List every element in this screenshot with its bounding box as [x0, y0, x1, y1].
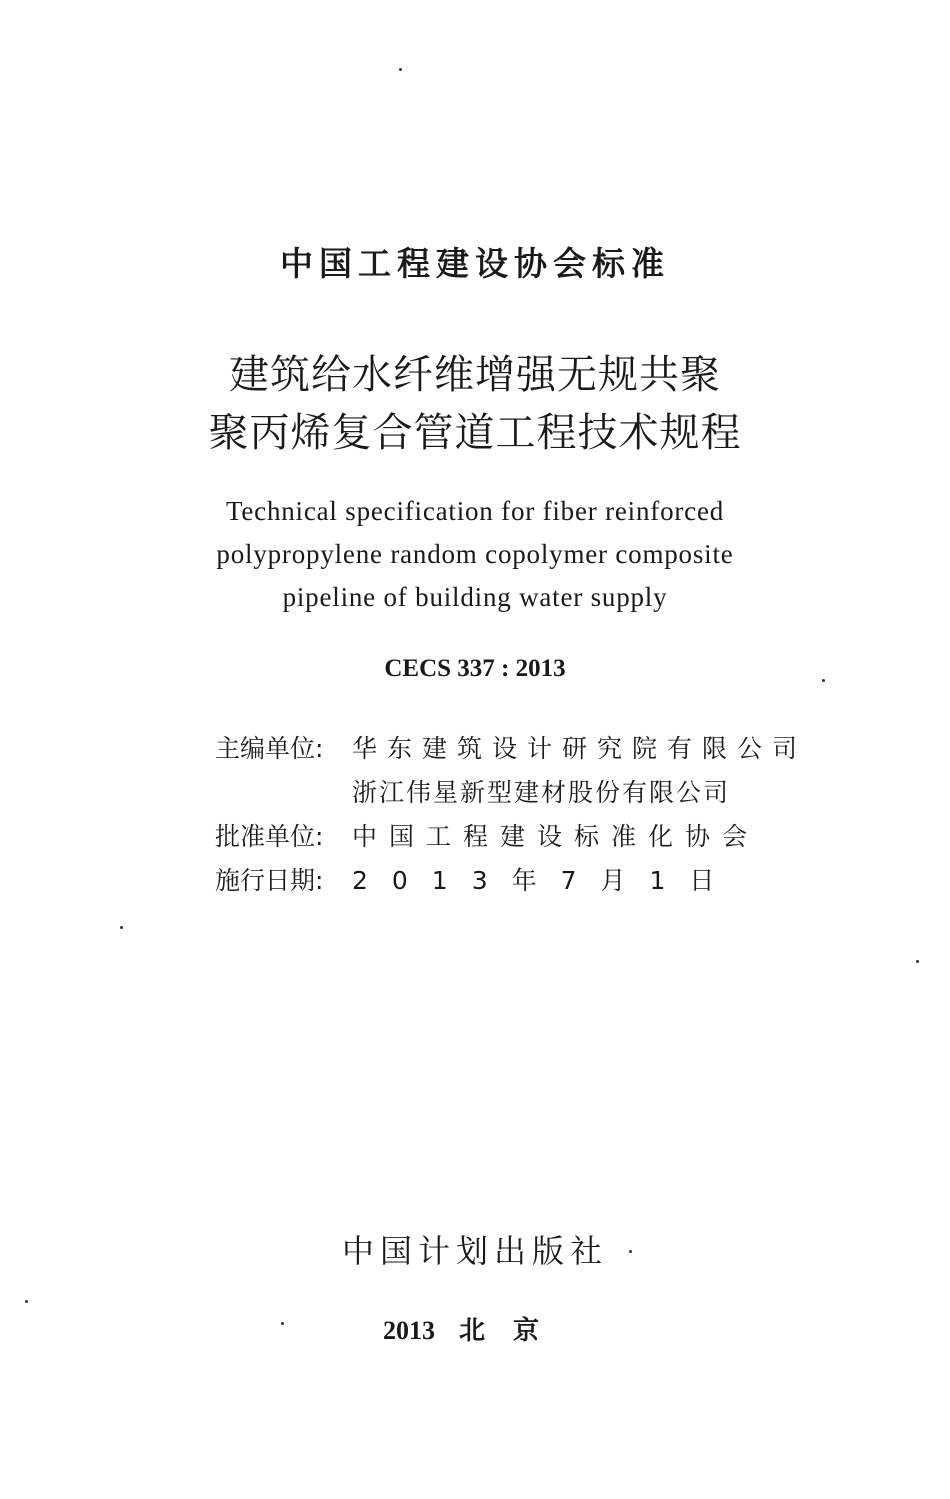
publication-city: 北京: [458, 1316, 567, 1346]
series-title: 中国工程建设协会标准: [280, 244, 670, 283]
editor-row: [215, 725, 807, 769]
info-block: [215, 725, 807, 901]
scan-speck: [25, 1300, 28, 1303]
editor-value-2: 浙江伟星新型建材股份有限公司: [352, 778, 731, 807]
english-title-line-3: pipeline of building water supply: [282, 582, 668, 612]
chinese-title: [0, 346, 950, 462]
editor-value-1: 华东建筑设计研究院有限公司: [352, 734, 808, 763]
publication-year: 2013: [382, 1316, 435, 1345]
approver-row: [215, 813, 807, 857]
scan-speck: [822, 679, 825, 682]
english-title: [0, 490, 950, 619]
editor-label: 主编单位:: [215, 734, 324, 763]
approver-value: 中国工程建设标准化协会: [352, 822, 760, 851]
english-title-line-2: polypropylene random copolymer composite: [216, 539, 734, 569]
chinese-title-line-1: 建筑给水纤维增强无规共聚: [229, 352, 721, 398]
scan-speck: [629, 1250, 632, 1253]
publisher-name: 中国计划出版社: [341, 1232, 608, 1270]
scan-speck: [399, 68, 402, 71]
date-label: 施行日期:: [215, 866, 324, 895]
chinese-title-line-2: 聚丙烯复合管道工程技术规程: [208, 410, 742, 456]
date-value: 2013年7月1日: [352, 866, 739, 895]
editor-row-2: [215, 769, 807, 813]
scan-speck: [281, 1322, 284, 1325]
date-row: [215, 857, 807, 901]
english-title-line-1: Technical specification for fiber reinforced: [225, 496, 725, 526]
scan-speck: [120, 926, 123, 929]
scan-speck: [916, 960, 919, 963]
standard-code: CECS 337 : 2013: [384, 655, 566, 682]
publication-place: [0, 1310, 950, 1347]
approver-label: 批准单位:: [215, 822, 324, 851]
